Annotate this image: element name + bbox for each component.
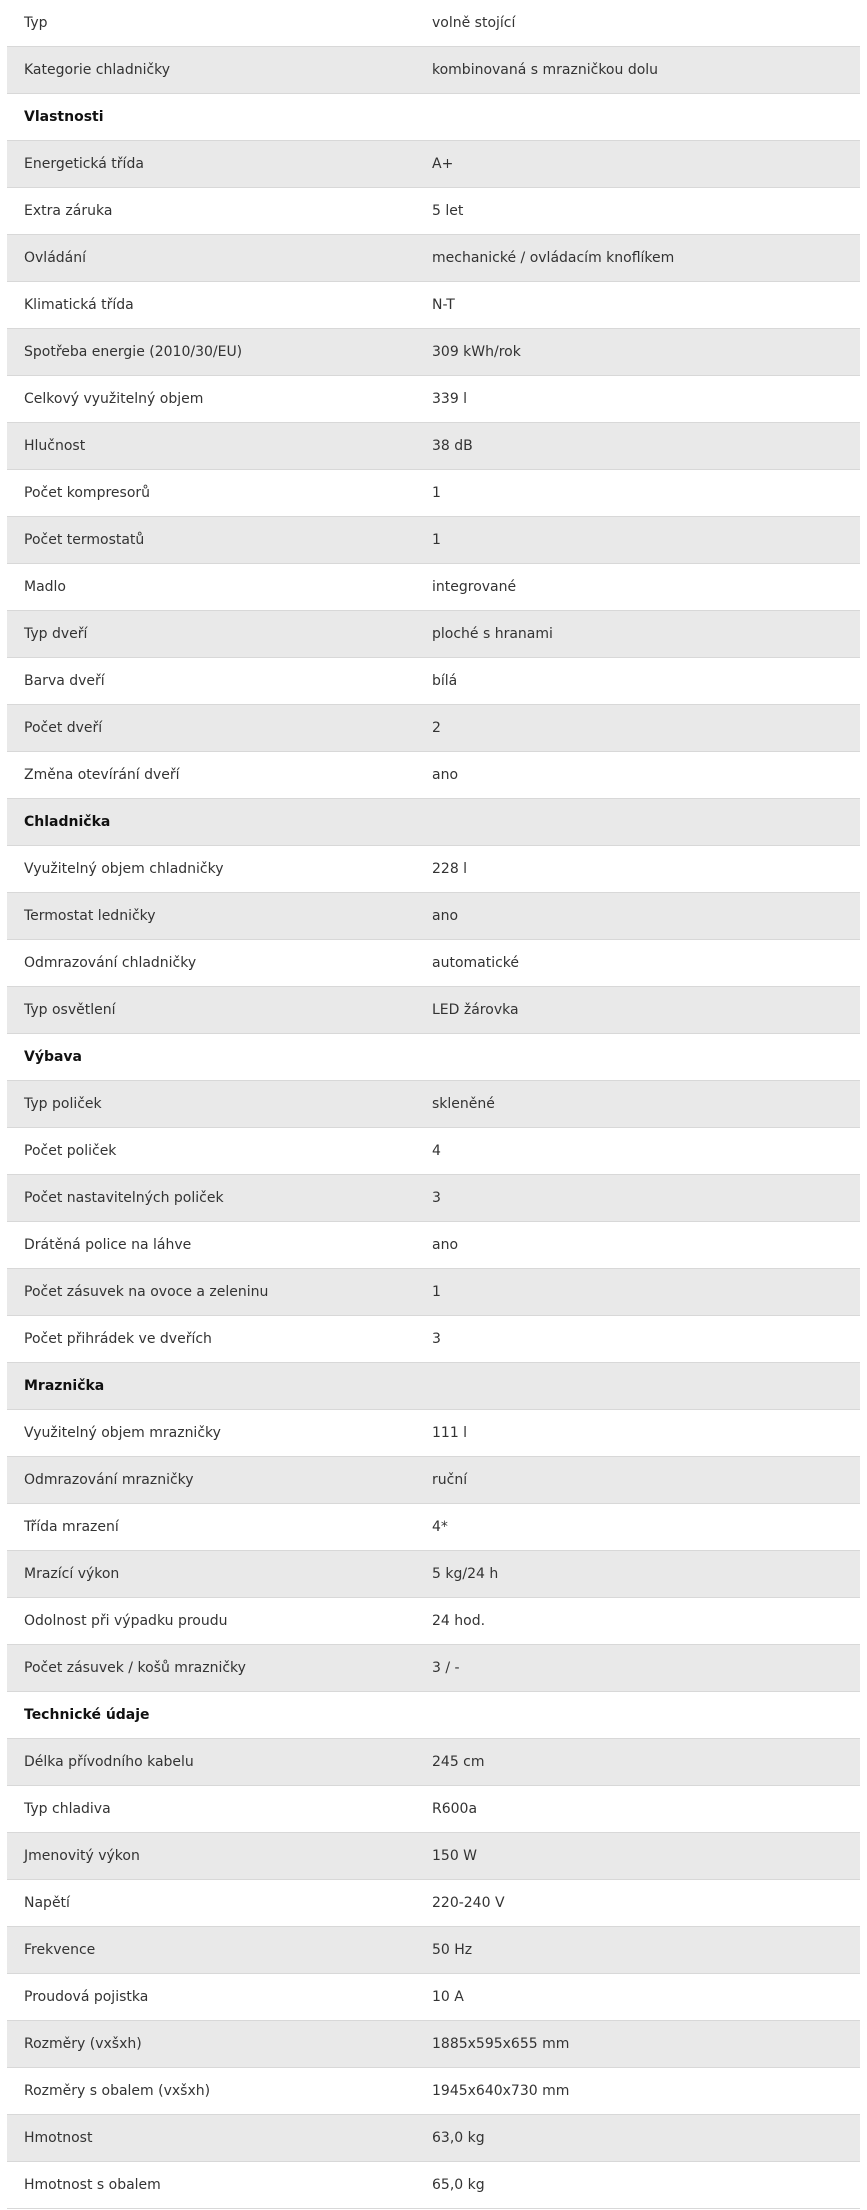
spec-row <box>7 2162 860 2209</box>
spec-row <box>7 893 860 940</box>
spec-row <box>7 1081 860 1128</box>
spec-row <box>7 1128 860 1175</box>
spec-label: Typ poliček <box>24 1096 102 1112</box>
spec-label: Typ osvětlení <box>24 1002 116 1018</box>
section-title: Vlastnosti <box>24 109 104 125</box>
spec-row <box>7 752 860 799</box>
spec-label: Počet nastavitelných poliček <box>24 1190 224 1206</box>
spec-row <box>7 1222 860 1269</box>
spec-value: 339 l <box>432 391 468 407</box>
spec-label: Odolnost při výpadku proudu <box>24 1613 228 1629</box>
spec-label: Termostat ledničky <box>24 908 156 924</box>
section-title: Výbava <box>24 1049 83 1065</box>
spec-value: 309 kWh/rok <box>432 344 521 360</box>
spec-value: A+ <box>432 156 454 172</box>
spec-value: kombinovaná s mrazničkou dolu <box>432 62 659 78</box>
spec-value: bílá <box>432 673 458 689</box>
spec-value: automatické <box>432 955 520 971</box>
spec-label: Změna otevírání dveří <box>24 767 180 783</box>
spec-row <box>7 1457 860 1504</box>
spec-row <box>7 2068 860 2115</box>
spec-label: Mrazící výkon <box>24 1566 120 1582</box>
spec-row <box>7 1739 860 1786</box>
spec-row <box>7 1504 860 1551</box>
spec-value: 24 hod. <box>432 1613 486 1629</box>
spec-row <box>7 1880 860 1927</box>
spec-row <box>7 1551 860 1598</box>
section-header-row <box>7 799 860 846</box>
spec-row <box>7 47 860 94</box>
spec-value: 1 <box>432 485 441 501</box>
spec-value: 2 <box>432 720 441 736</box>
spec-label: Celkový využitelný objem <box>24 391 204 407</box>
spec-label: Hmotnost <box>24 2130 93 2146</box>
spec-row <box>7 1175 860 1222</box>
spec-label: Proudová pojistka <box>24 1989 149 2005</box>
spec-label: Hmotnost s obalem <box>24 2177 161 2193</box>
spec-row <box>7 282 860 329</box>
spec-label: Ovládání <box>24 250 87 266</box>
spec-row <box>7 1598 860 1645</box>
spec-row <box>7 188 860 235</box>
spec-label: Drátěná police na láhve <box>24 1237 192 1253</box>
spec-value: R600a <box>432 1801 478 1817</box>
spec-value: 150 W <box>432 1848 478 1864</box>
spec-value: 38 dB <box>432 438 473 454</box>
spec-row <box>7 1316 860 1363</box>
spec-row <box>7 1645 860 1692</box>
spec-label: Hlučnost <box>24 438 86 454</box>
spec-label: Typ dveří <box>24 626 88 642</box>
section-header-row <box>7 1034 860 1081</box>
spec-value: 10 A <box>432 1989 464 2005</box>
spec-value: integrované <box>432 579 517 595</box>
spec-row <box>7 1927 860 1974</box>
section-title: Chladnička <box>24 814 111 830</box>
spec-label: Rozměry (vxšxh) <box>24 2036 142 2052</box>
spec-label: Počet poliček <box>24 1143 117 1159</box>
spec-value: 245 cm <box>432 1754 485 1770</box>
spec-row <box>7 470 860 517</box>
spec-label: Barva dveří <box>24 673 105 689</box>
spec-row <box>7 329 860 376</box>
spec-label: Typ <box>24 15 48 31</box>
section-header-row <box>7 1692 860 1739</box>
spec-value: 50 Hz <box>432 1942 473 1958</box>
spec-label: Počet termostatů <box>24 532 145 548</box>
spec-value: ano <box>432 767 459 783</box>
spec-value: 3 <box>432 1331 441 1347</box>
section-title: Technické údaje <box>24 1707 150 1723</box>
spec-label: Využitelný objem chladničky <box>24 861 224 877</box>
spec-row <box>7 1974 860 2021</box>
spec-row <box>7 658 860 705</box>
spec-label: Odmrazování mrazničky <box>24 1472 194 1488</box>
spec-row <box>7 987 860 1034</box>
spec-label: Spotřeba energie (2010/30/EU) <box>24 344 243 360</box>
spec-value: 111 l <box>432 1425 468 1441</box>
section-header-row <box>7 94 860 141</box>
spec-label: Madlo <box>24 579 66 595</box>
spec-label: Počet zásuvek / košů mrazničky <box>24 1660 246 1676</box>
spec-value: 1 <box>432 532 441 548</box>
spec-value: 228 l <box>432 861 468 877</box>
spec-value: 3 / - <box>432 1660 460 1676</box>
spec-row <box>7 1833 860 1880</box>
spec-row <box>7 705 860 752</box>
spec-value: N-T <box>432 297 455 313</box>
spec-label: Třída mrazení <box>24 1519 119 1535</box>
spec-label: Energetická třída <box>24 156 144 172</box>
spec-value: skleněné <box>432 1096 495 1112</box>
spec-label: Napětí <box>24 1895 70 1911</box>
spec-row <box>7 1410 860 1457</box>
spec-table <box>7 0 860 2209</box>
spec-value: volně stojící <box>432 15 516 31</box>
spec-value: mechanické / ovládacím knoflíkem <box>432 250 675 266</box>
spec-label: Délka přívodního kabelu <box>24 1754 194 1770</box>
spec-label: Počet dveří <box>24 720 103 736</box>
spec-label: Typ chladiva <box>24 1801 111 1817</box>
spec-row <box>7 517 860 564</box>
spec-label: Počet přihrádek ve dveřích <box>24 1331 212 1347</box>
spec-value: 220-240 V <box>432 1895 505 1911</box>
spec-row <box>7 141 860 188</box>
spec-value: 1945x640x730 mm <box>432 2083 570 2099</box>
section-header-row <box>7 1363 860 1410</box>
spec-label: Využitelný objem mrazničky <box>24 1425 221 1441</box>
spec-value: 5 kg/24 h <box>432 1566 499 1582</box>
spec-value: 1885x595x655 mm <box>432 2036 570 2052</box>
spec-row <box>7 846 860 893</box>
spec-label: Rozměry s obalem (vxšxh) <box>24 2083 211 2099</box>
spec-value: 4* <box>432 1519 448 1535</box>
spec-row <box>7 0 860 47</box>
spec-row <box>7 1786 860 1833</box>
spec-row <box>7 2021 860 2068</box>
spec-label: Extra záruka <box>24 203 113 219</box>
spec-row <box>7 1269 860 1316</box>
spec-row <box>7 940 860 987</box>
spec-value: ploché s hranami <box>432 626 553 642</box>
spec-row <box>7 423 860 470</box>
spec-value: 63,0 kg <box>432 2130 485 2146</box>
spec-value: 1 <box>432 1284 441 1300</box>
spec-label: Frekvence <box>24 1942 96 1958</box>
spec-label: Počet kompresorů <box>24 485 151 501</box>
spec-label: Odmrazování chladničky <box>24 955 197 971</box>
spec-value: 4 <box>432 1143 441 1159</box>
spec-value: 5 let <box>432 203 464 219</box>
spec-label: Klimatická třída <box>24 297 134 313</box>
spec-row <box>7 564 860 611</box>
spec-row <box>7 611 860 658</box>
spec-row <box>7 235 860 282</box>
spec-value: ano <box>432 908 459 924</box>
spec-value: 3 <box>432 1190 441 1206</box>
spec-value: LED žárovka <box>432 1002 519 1018</box>
spec-label: Počet zásuvek na ovoce a zeleninu <box>24 1284 269 1300</box>
spec-label: Jmenovitý výkon <box>24 1848 140 1864</box>
spec-value: ano <box>432 1237 459 1253</box>
spec-row <box>7 2115 860 2162</box>
spec-row <box>7 376 860 423</box>
section-title: Mraznička <box>24 1378 105 1394</box>
spec-value: 65,0 kg <box>432 2177 485 2193</box>
spec-value: ruční <box>432 1472 468 1488</box>
spec-label: Kategorie chladničky <box>24 62 171 78</box>
